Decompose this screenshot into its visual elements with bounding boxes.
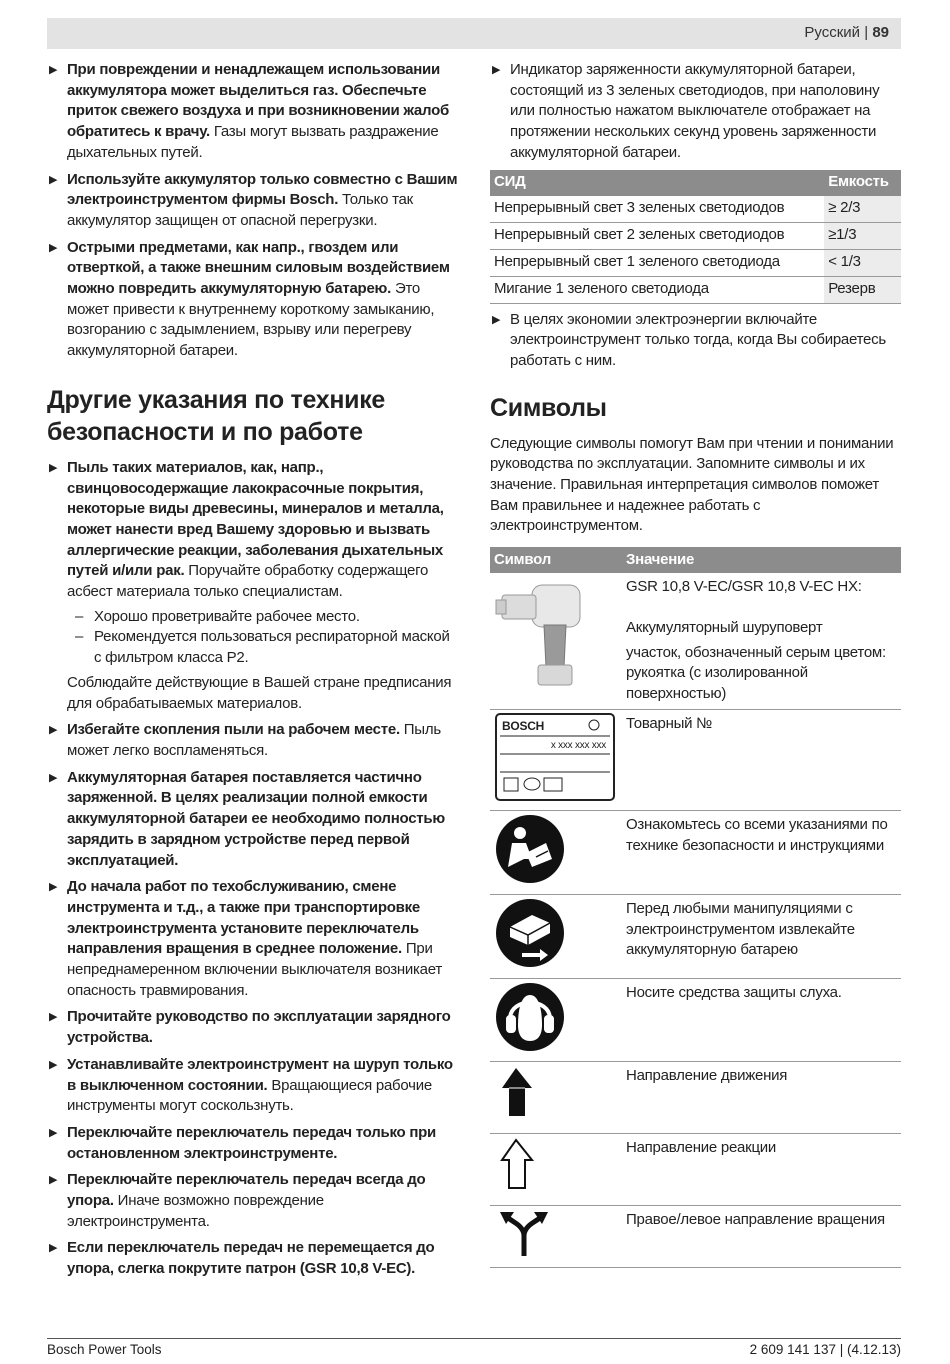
symbol-meaning: Носите средства защиты слуха. — [622, 978, 901, 1062]
footer-brand: Bosch Power Tools — [47, 1342, 162, 1357]
table-header: СИД — [490, 170, 824, 196]
dash-item: – Рекомендуется пользоваться респираторной маской с фильтром класса P2. — [47, 627, 459, 668]
read-manual-icon — [494, 813, 566, 885]
bullet-item: ▶ Переключайте переключатель передач всегда до упора. Иначе возможно повреждение электроинструмента. — [47, 1170, 459, 1232]
table-cell: Непрерывный свет 1 зеленого светодиода — [490, 249, 824, 276]
left-column — [47, 60, 459, 1286]
symbol-meaning: Направление движения — [622, 1062, 901, 1134]
section-heading: Другие указания по технике безопасности и по работе — [47, 385, 386, 446]
dash-item: – Хорошо проветривайте рабочее место. — [47, 607, 459, 628]
table-header: Значение — [622, 547, 901, 573]
bullet-item: ▶ Используйте аккумулятор только совместно с Вашим электроинструментом фирмы Bosch. Только так аккумулятор защищен от опасной перегрузки. — [47, 170, 459, 232]
symbol-meaning: Правое/левое направление вращения — [622, 1205, 901, 1267]
table-cell: < 1/3 — [824, 249, 901, 276]
drill-icon — [494, 575, 584, 695]
table-row — [490, 222, 901, 249]
bullet-item: ▶ При повреждении и ненадлежащем использовании аккумулятора может выделиться газ. Обеспечьте приток свежего воздуха и при возникновении жалоб обратитесь к врачу. Газы могут вызвать раздражение дыхательных путей. — [47, 60, 459, 164]
table-header: Символ — [490, 547, 622, 573]
table-row — [490, 811, 901, 895]
symbol-cell — [490, 978, 622, 1062]
symbol-cell — [490, 573, 622, 709]
table-row — [490, 573, 901, 709]
table-header: Емкость — [824, 170, 901, 196]
table-cell: Непрерывный свет 2 зеленых светодиодов — [490, 222, 824, 249]
table-row — [490, 1205, 901, 1267]
table-row — [490, 196, 901, 223]
symbol-cell — [490, 895, 622, 979]
bullet-item: ▶ Прочитайте руководство по эксплуатации зарядного устройства. — [47, 1007, 459, 1048]
bullet-item: ▶ Избегайте скопления пыли на рабочем месте. Пыль может легко воспламеняться. — [47, 720, 459, 761]
header-text: Русский | 89 — [804, 24, 889, 41]
svg-text:BOSCH: BOSCH — [502, 718, 545, 733]
table-row — [490, 276, 901, 303]
table-row — [490, 249, 901, 276]
table-row — [490, 978, 901, 1062]
symbol-meaning: Направление реакции — [622, 1134, 901, 1206]
bullet-item: ▶ Устанавливайте электроинструмент на шуруп только в выключенном состоянии. Вращающиеся рабочие инструменты могут соскользнуть. — [47, 1055, 459, 1117]
symbol-meaning: Ознакомьтесь со всеми указаниями по технике безопасности и инструкциями — [622, 811, 901, 895]
arrow-outline-icon — [494, 1136, 544, 1196]
table-row — [490, 1134, 901, 1206]
symbol-cell — [490, 709, 622, 811]
bullet-item: ▶ Индикатор заряженности аккумуляторной батареи, состоящий из 3 зеленых светодиодов, при наполовину или полностью нажатом выключателе отображает на протяжении нескольких секунд уровень заряженности аккумуляторной батареи. — [490, 60, 901, 164]
intro-text: Следующие символы помогут Вам при чтении и понимании руководства по эксплуатации. Запомните символы и их значение. Правильная интерпретация символов поможет Вам правильнее и надежнее работать с электроинструментом. — [490, 434, 894, 535]
table-cell: Непрерывный свет 3 зеленых светодиодов — [490, 196, 824, 223]
bullet-item: ▶ В целях экономии электроэнергии включайте электроинструмент только тогда, когда Вы собираетесь работать с ним. — [490, 310, 901, 372]
bullet-item: ▶ До начала работ по техобслуживанию, смене инструмента и т.д., а также при транспортировке электроинструмента установите переключатель направления вращения в среднее положение. При непреднамеренном включении выключателя возникает опасность травмирования. — [47, 877, 459, 1001]
right-column — [490, 60, 901, 1268]
table-row — [490, 709, 901, 811]
symbol-meaning: Товарный № — [622, 709, 901, 811]
symbol-cell — [490, 1205, 622, 1267]
symbol-cell — [490, 1062, 622, 1134]
bullet-item: ▶ Аккумуляторная батарея поставляется частично заряженной. В целях реализации полной емкости аккумуляторной батареи ее необходимо полностью зарядить в зарядном устройстве перед первой эксплуатацией. — [47, 768, 459, 872]
meaning-line: участок, обозначенный серым цветом: рукоятка (с изолированной поверхностью) — [626, 643, 886, 702]
table-row — [490, 895, 901, 979]
table-row — [490, 1062, 901, 1134]
nameplate-icon — [494, 712, 616, 802]
page-header — [47, 18, 901, 49]
page-footer — [47, 1338, 901, 1357]
bullet-item: ▶ Если переключатель передач не перемещается до упора, слегка покрутите патрон (GSR 10,8 V-EC). — [47, 1238, 459, 1279]
symbol-table — [490, 547, 901, 1267]
svg-text:x xxx xxx xxx: x xxx xxx xxx — [550, 739, 606, 751]
symbol-meaning: Перед любыми манипуляциями с электроинструментом извлекайте аккумуляторную батарею — [622, 895, 901, 979]
split-arrow-icon — [494, 1208, 554, 1258]
section-heading: Символы — [490, 393, 607, 422]
ear-protection-icon — [494, 981, 566, 1053]
table-cell: ≥1/3 — [824, 222, 901, 249]
symbol-meaning — [622, 573, 901, 709]
table-cell: Резерв — [824, 276, 901, 303]
remove-battery-icon — [494, 897, 566, 969]
meaning-line: GSR 10,8 V-EC/GSR 10,8 V-EC HX: — [626, 578, 862, 596]
table-cell: Мигание 1 зеленого светодиода — [490, 276, 824, 303]
note-text: Соблюдайте действующие в Вашей стране предписания для обрабатываемых материалов. — [67, 673, 452, 712]
led-table — [490, 170, 901, 304]
arrow-filled-icon — [494, 1064, 544, 1124]
footer-doc-number: 2 609 141 137 | (4.12.13) — [749, 1342, 901, 1357]
bullet-item: ▶ Пыль таких материалов, как, напр., свинцовосодержащие лакокрасочные покрытия, некоторые виды древесины, минералов и металла, может нанести вред Вашему здоровью и вызвать аллергические реакции, заболевания дыхательных путей и/или рак. Поручайте обработку содержащего асбест материала только специалистам. — [47, 458, 459, 603]
bullet-item: ▶ Переключайте переключатель передач только при остановленном электроинструменте. — [47, 1123, 459, 1164]
symbol-cell — [490, 811, 622, 895]
meaning-line: Аккумуляторный шуруповерт — [626, 618, 823, 636]
bullet-item: ▶ Острыми предметами, как напр., гвоздем или отверткой, а также внешним силовым воздействием можно повредить аккумуляторную батарею. Это может привести к внутреннему короткому замыканию, возгоранию с задымлением, взрыву или перегреву аккумуляторной батареи. — [47, 238, 459, 362]
symbol-cell — [490, 1134, 622, 1206]
table-cell: ≥ 2/3 — [824, 196, 901, 223]
